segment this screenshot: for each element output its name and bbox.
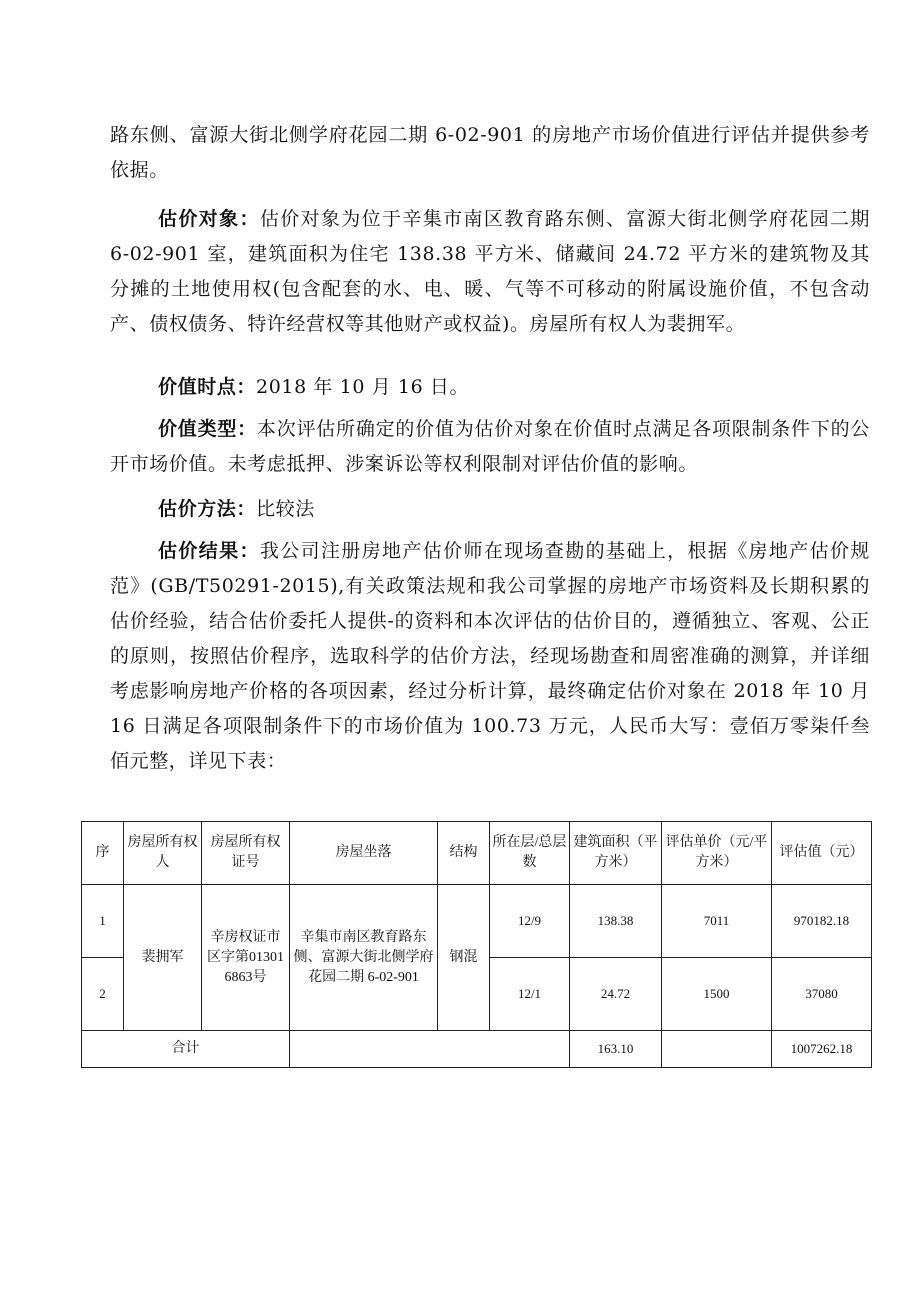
header-area: 建筑面积（平方米） [570,822,662,885]
valuation-object-label: 估价对象： [158,208,260,230]
total-empty-cell [290,1031,570,1068]
table-row [82,885,872,958]
row-value: 37080 [772,958,872,1031]
intro-paragraph: 路东侧、富源大街北侧学府花园二期 6-02-901 的房地产市场价值进行评估并提供参考依据。 [110,124,870,181]
total-area: 163.10 [570,1031,662,1068]
row-seq: 2 [82,958,124,1031]
header-seq: 序 [82,822,124,885]
total-unit-price-empty [662,1031,772,1068]
header-floor: 所在层/总层数 [490,822,570,885]
value-type-paragraph [110,412,870,482]
valuation-result-label: 估价结果： [158,540,260,562]
row-floor: 12/1 [490,958,570,1031]
row-value: 970182.18 [772,885,872,958]
row-unit-price: 7011 [662,885,772,958]
valuation-result-paragraph [110,534,870,779]
valuation-table [81,821,872,1068]
value-time-paragraph [110,370,870,405]
valuation-method-paragraph [110,492,870,527]
valuation-result-text: 我公司注册房地产估价师在现场查勘的基础上，根据《房地产估价规范》(GB/T50291-2015),有关政策法规和我公司掌握的房地产市场资料及长期积累的估价经验，结合估价委托人提供-的资料和本次评估的估价目的，遵循独立、客观、公正的原则，按照估价程序，选取科学的估价方法，经现场勘查和周密准确的测算，并详细考虑影响房地产价格的各项因素，经过分析计算，最终确定估价对象在 2018 年 10 月 16 日满足各项限制条件下的市场价值为 100.73 万元，人民币大写：壹佰万零柒仟叁佰元整，详见下表： [110,540,870,772]
header-cert: 房屋所有权证号 [202,822,290,885]
row-seq: 1 [82,885,124,958]
row-floor: 12/9 [490,885,570,958]
value-type-label: 价值类型： [158,418,257,440]
total-label: 合计 [82,1031,290,1068]
valuation-object-text: 估价对象为位于辛集市南区教育路东侧、富源大街北侧学府花园二期 6-02-901 室，建筑面积为住宅 138.38 平方米、储藏间 24.72 平方米的建筑物及其分摊的土地使用权(包含配套的水、电、暖、气等不可移动的附属设施价值，不包含动产、债权债务、特许经营权等其他财产或权益)。房屋所有权人为裴拥军。 [110,208,870,335]
value-time-text: 2018 年 10 月 16 日。 [256,376,470,398]
header-owner: 房屋所有权人 [124,822,202,885]
header-unit-price: 评估单价（元/平方米） [662,822,772,885]
value-type-text: 本次评估所确定的价值为估价对象在价值时点满足各项限制条件下的公开市场价值。未考虑抵押、涉案诉讼等权利限制对评估价值的影响。 [110,418,870,475]
table-header-row [82,822,872,885]
owner-cell: 裴拥军 [124,885,202,1031]
cert-cell: 辛房权证市区字第013016863号 [202,885,290,1031]
valuation-object-paragraph [110,202,870,342]
location-cell: 辛集市南区教育路东侧、富源大街北侧学府花园二期 6-02-901 [290,885,438,1031]
total-value: 1007262.18 [772,1031,872,1068]
header-value: 评估值（元） [772,822,872,885]
row-unit-price: 1500 [662,958,772,1031]
valuation-method-label: 估价方法： [158,498,257,520]
row-area: 24.72 [570,958,662,1031]
value-time-label: 价值时点： [158,376,257,398]
structure-cell: 钢混 [438,885,490,1031]
row-area: 138.38 [570,885,662,958]
header-structure: 结构 [438,822,490,885]
valuation-method-text: 比较法 [256,498,315,520]
header-location: 房屋坐落 [290,822,438,885]
table-total-row [82,1031,872,1068]
